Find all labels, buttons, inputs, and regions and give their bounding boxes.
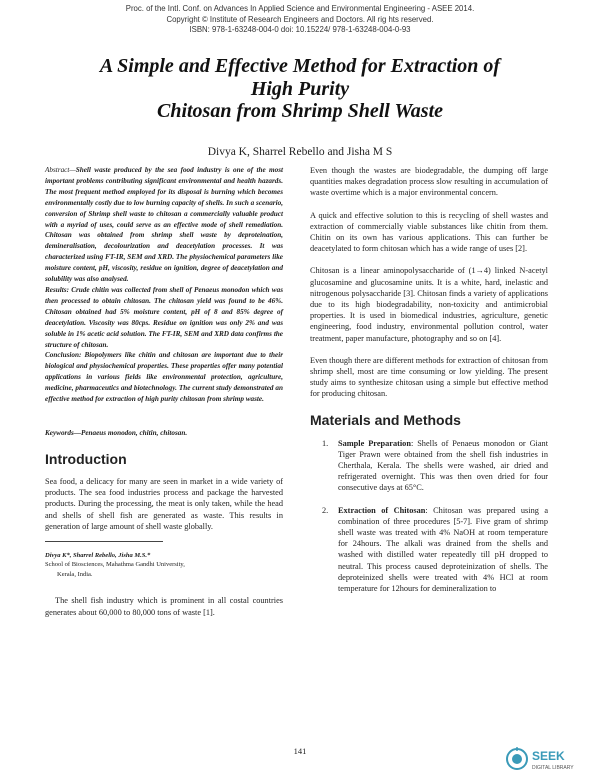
affiliation bbox=[45, 551, 283, 580]
abstract-conclusion: Conclusion: Biopolymers like chitin and chitosan are important due to their biological and physiochemical properties. These properties offer many potential applications in various fields like environmental protection, agriculture, medicine, pharmaceutics and biotechnology. The current study demonstrated an effective method for extraction of high purity chitosan from shrimp waste. bbox=[45, 351, 283, 404]
introduction-heading: Introduction bbox=[45, 450, 127, 467]
abstract-results: Results: Crude chitin was collected from shell of Penaeus monodon which was then processed to obtain chitosan. The chitosan yield was found to be 46%. Chitosan obtained had 5% moisture content, pH of 8 and 85% degree of deacetylation. Viscosity was 80cps. Residue on ignition was only 2% and was soluble in 1% acetic acid solution. The FT-IR, SEM and XRD data confirms the structure of chitosan. bbox=[45, 285, 283, 349]
item-2-number: 2. bbox=[322, 505, 329, 515]
title-line-1: A Simple and Effective Method for Extraction of bbox=[99, 55, 501, 77]
methods-heading: Materials and Methods bbox=[310, 411, 461, 428]
logo-name: SEEK bbox=[532, 749, 565, 763]
abstract-lead: Abstract— bbox=[45, 166, 76, 174]
affiliation-place: Kerala, India. bbox=[57, 570, 93, 578]
right-paragraph-1: Even though the wastes are biodegradable, the dumping off large quantities makes degradation process slow resulting in accumulation of waste overtime which is a major environmental concern. bbox=[310, 166, 548, 198]
title-line-2: High Purity bbox=[250, 77, 350, 100]
intro-paragraph-2: The shell fish industry which is prominent in all costal countries generates about 60,000 to 80,000 tons of waste [1]. bbox=[45, 596, 283, 617]
item-1-text: : Shells of Penaeus monodon or Giant Tiger Prawn were obtained from the shell fish industries in Cherthala, Kerala. The shells were washed, air dried and refrigerated overnight. This was then oven dried for four consecutive days at 65°C. bbox=[338, 438, 548, 493]
item-2-text: : Chitosan was prepared using a combination of three procedures [5-7]. Five gram of shrimp shell waste was treated with 4% NaOH at room temperature for 24hours. The alkali was drained from the shells and washed with distilled water repeatedly till pH dropped to neutral. This process caused deproteinization of shells. The deproteinized shells were treated with 4% HCl at room temperature for 12hours for demineralization to bbox=[338, 505, 548, 594]
logo-sub: DIGITAL LIBRARY bbox=[532, 765, 574, 771]
proceedings-header bbox=[0, 4, 600, 36]
seek-logo bbox=[505, 744, 595, 774]
right-paragraph-2: A quick and effective solution to this is recycling of shell wastes and extraction of commercially viable substances like chitin from them. Chitin on its own has various applications. This can further be deacetylated to form chitosan which has a wide range of uses [2]. bbox=[310, 210, 548, 254]
abstract-text: Shell waste produced by the sea food industry is one of the most important problems contributing significant environmental and health hazards. The most frequent method employed for its disposal is burning which becomes environmentally costly due to low burning capacity of shells. In such a scenario, conversion of Shrimp shell waste to chitosan a commercially valuable product with a myriad of uses, could serve as an effective mode of shell remediation. Chitosan was obtained from shrimp shell waste by deproteination, demineralisation, decolourization and deacetylation processes. It was characterized using FT-IR, SEM and XRD. The physiochemical parameters like moisture content, pH, viscosity, residue on ignition, degree of deacetylation and solubility was also analysed. bbox=[45, 166, 283, 284]
methods-item-2 bbox=[310, 505, 548, 595]
author-list: Divya K, Sharrel Rebello and Jisha M S bbox=[207, 146, 393, 158]
item-2-label: Extraction of Chitosan bbox=[338, 505, 426, 515]
item-1-number: 1. bbox=[322, 438, 329, 448]
page-number: 141 bbox=[293, 746, 307, 756]
seek-logo-icon bbox=[505, 744, 595, 774]
keywords: Keywords—Penaeus monodon, chitin, chitosan. bbox=[45, 428, 188, 437]
affiliation-names: Divya K*, Sharrel Rebello, Jisha M.S.* bbox=[45, 551, 151, 559]
abstract bbox=[45, 165, 283, 405]
right-column bbox=[310, 165, 548, 594]
left-column bbox=[45, 165, 283, 618]
affiliation-school: School of Biosciences, Mahathma Gandhi University, bbox=[45, 561, 185, 569]
title-line-3: Chitosan from Shrimp Shell Waste bbox=[156, 100, 443, 122]
header-line-1: Proc. of the Intl. Conf. on Advances In Applied Science and Environmental Engineering - ASEE 2014. bbox=[125, 4, 475, 13]
header-line-3: ISBN: 978-1-63248-004-0 doi: 10.15224/ 978-1-63248-004-0-93 bbox=[189, 25, 411, 34]
right-paragraph-4: Even though there are different methods for extraction of chitosan from shrimp shell, most are time consuming or low yielding. The present study aims to synthesize chitosan using a simple but effective method for producing chitosan. bbox=[310, 355, 548, 399]
methods-item-1 bbox=[310, 438, 548, 494]
item-1-label: Sample Preparation bbox=[338, 438, 411, 448]
right-paragraph-3: Chitosan is a linear aminopolysaccharide of (1→4) linked N-acetyl glucosamine and glucosamine units. It is a white, hard, inelastic and nitrogenous polysaccharide [3]. Chitosan finds a variety of applications due to its high biodegradability, non-toxicity and antimicrobial properties. It is used in biomedical industries, agriculture, genetic engineering, food industry, environmental pollution control, water treatment, paper manufacture, photography and so on [4]. bbox=[310, 266, 548, 343]
intro-paragraph-1: Sea food, a delicacy for many are seen in market in a wide variety of products. The sea food industries process and package the harvested products. During the processing, the meat is only taken, while the head and shells of shell fish are generated as waste. This results in generation of large amount of shell waste globally. bbox=[45, 476, 283, 531]
header-line-2: Copyright © Institute of Research Engineers and Doctors. All rig hts reserved. bbox=[166, 14, 434, 24]
footnote-rule bbox=[45, 541, 163, 542]
paper-title bbox=[20, 55, 580, 123]
